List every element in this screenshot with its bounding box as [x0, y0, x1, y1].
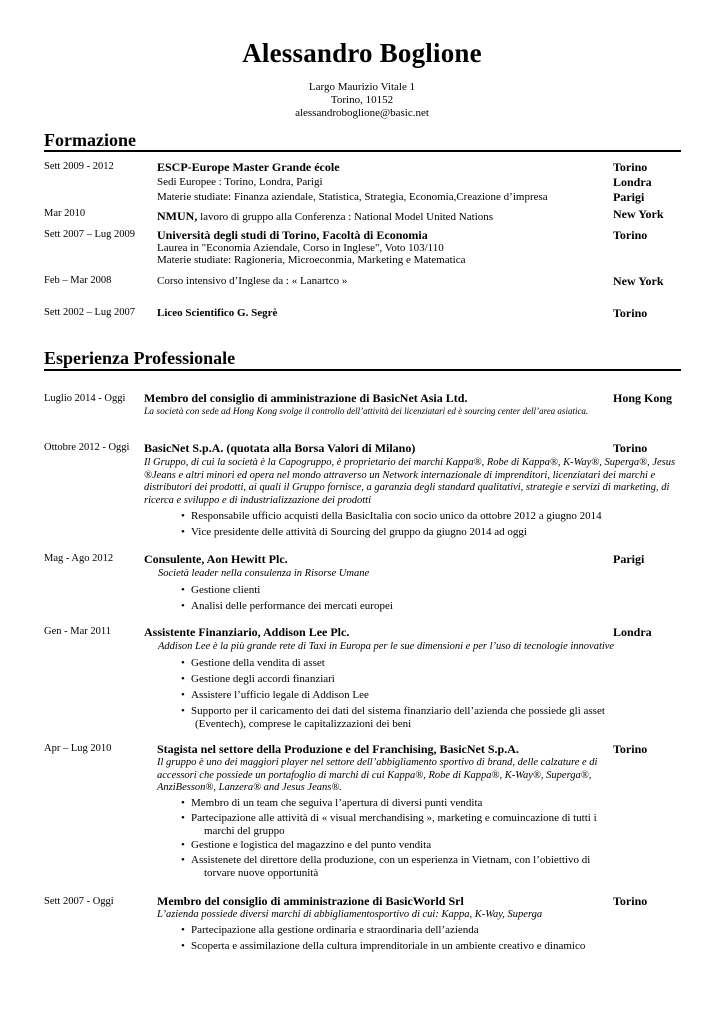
entry-city: Torino — [613, 160, 648, 174]
entry-description — [144, 406, 588, 417]
bullet-item: • Membro di un team che seguiva l’apertura di diversi punti vendita — [181, 797, 482, 809]
entry-title-line — [157, 207, 493, 225]
bullet-item: • Scoperta e assimilazione della cultura imprenditoriale in un ambiente creativo e dinamico — [181, 940, 585, 952]
bullet-item: • Analisi delle performance dei mercati europei — [181, 600, 393, 612]
entry-date: Sett 2007 – Lug 2009 — [44, 229, 135, 240]
entry-description-italic: La società con sede ad Hong Kong — [144, 407, 277, 417]
entry-title: BasicNet S.p.A. (quotata alla Borsa Valori di Milano) — [144, 441, 416, 455]
entry-city: New York — [613, 274, 664, 288]
entry-date: Feb – Mar 2008 — [44, 275, 112, 286]
entry-date: Ottobre 2012 - Oggi — [44, 442, 130, 453]
entry-title: Membro del consiglio di amministrazione di BasicNet Asia Ltd. — [144, 391, 468, 405]
entry-detail: Laurea in "Economia Aziendale, Corso in Inglese", Voto 103/110 — [157, 242, 444, 254]
entry-detail: Sedi Europee : Torino, Londra, Parigi — [157, 176, 323, 188]
entry-city: Torino — [613, 228, 648, 242]
section-title-esperienza: Esperienza Professionale — [44, 348, 236, 368]
bullet-item: • Gestione e logistica del magazzino e del punto vendita — [181, 839, 431, 851]
bullet-item: • Assistere l’ufficio legale di Addison Lee — [181, 689, 369, 701]
address-line-1: Largo Maurizio Vitale 1 — [308, 81, 416, 93]
entry-date: Sett 2007 - Oggi — [44, 896, 114, 907]
bullet-item-continuation: marchi del gruppo — [204, 825, 285, 837]
bullet-item: • Vice presidente delle attività di Sourcing del gruppo da giugno 2014 ad oggi — [181, 526, 527, 538]
bullet-item: • Gestione della vendita di asset — [181, 657, 325, 669]
section-divider — [44, 150, 681, 152]
bullet-item-continuation: (Eventech), comprese le capitalizzazioni dei beni — [195, 718, 412, 730]
entry-city: Torino — [613, 306, 648, 320]
entry-city: Londra — [613, 625, 652, 639]
entry-description: Il gruppo è uno dei maggiori player nel settore dell’abbigliamento sportivo di brand, delle calzature e di accessori che possiede un portafoglio di marchi di cui Kappa®, Robe di Kappa®, K-Way®, Superga®, AnziBesson®, Lanzera® and Jesus Jeans®. — [157, 757, 598, 793]
entry-description: Addison Lee è la più grande rete di Taxi in Europa per le sue dimensioni e per l’uso di tecnologie innovative — [158, 641, 615, 652]
entry-city: Torino — [613, 441, 648, 455]
section-divider — [44, 369, 681, 371]
entry-description: Il Gruppo, di cui la società è la Capogruppo, è proprietario dei marchi Kappa®, Robe di Kappa®, K-Way®, Superga®, Jesus ®Jeans e altri minori ed opera nel mondo attraverso un Network internazionale di imprenditori, licenziatari dei marchi e distributori dei prodotti, ai quali il Gruppo fornisce, a garanzia degli standard qualitativi, strategie e servizi di marketing, di ricerca e sviluppo e di industrializzazione dei prodotti — [144, 457, 676, 506]
bullet-item: • Supporto per il caricamento dei dati del sistema finanziario dell’azienda che possiede gli asset — [181, 705, 605, 717]
entry-title-rest: lavoro di gruppo alla Conferenza : National Model United Nations — [197, 211, 494, 223]
entry-title: Assistente Finanziario, Addison Lee Plc. — [144, 625, 350, 639]
entry-date: Mar 2010 — [44, 208, 86, 219]
entry-city: Londra — [613, 175, 652, 189]
bullet-item: • Gestione degli accordi finanziari — [181, 673, 335, 685]
entry-date: Sett 2009 - 2012 — [44, 161, 114, 172]
email: alessandroboglione@basic.net — [295, 107, 429, 119]
entry-description: Società leader nella consulenza in Risorse Umane — [158, 568, 370, 579]
entry-detail: Materie studiate: Finanza aziendale, Statistica, Strategia, Economia,Creazione d’impresa — [157, 191, 548, 203]
address-line-2: Torino, 10152 — [330, 94, 394, 106]
entry-city: New York — [613, 207, 664, 221]
bullet-item: • Gestione clienti — [181, 584, 260, 596]
entry-title: Stagista nel settore della Produzione e del Franchising, BasicNet S.p.A. — [157, 742, 519, 756]
bullet-item: • Assistenete del direttore della produzione, con un esperienza in Vietnam, con l’obiettivo di — [181, 854, 590, 866]
entry-title: Liceo Scientifico G. Segrè — [157, 307, 278, 319]
section-title-formazione: Formazione — [44, 130, 136, 150]
entry-city: Hong Kong — [613, 391, 673, 405]
bullet-item: • Responsabile ufficio acquisti della BasicItalia con socio unico da ottobre 2012 a giugno 2014 — [181, 510, 602, 522]
entry-city: Torino — [613, 742, 648, 756]
entry-description-rest: svolge il controllo dell’attività dei licenziatari ed è sourcing center dell’area asiatica. — [277, 406, 589, 416]
entry-title: ESCP-Europe Master Grande école — [157, 160, 340, 174]
bullet-item: • Partecipazione alle attività di « visual merchandising », marketing e comuincazione di tutti i — [181, 812, 597, 824]
entry-title: Corso intensivo d’Inglese da : « Lanartco » — [157, 275, 348, 287]
entry-date: Mag - Ago 2012 — [44, 553, 114, 564]
entry-title: NMUN, — [157, 209, 198, 223]
bullet-item: • Partecipazione alla gestione ordinaria e straordinaria dell’azienda — [181, 924, 479, 936]
entry-description: L’azienda possiede diversi marchi di abbigliamentosportivo di cui: Kappa, K-Way, Superga — [157, 909, 543, 920]
entry-date: Luglio 2014 - Oggi — [44, 393, 126, 404]
entry-title: Università degli studi di Torino, Facoltà di Economia — [157, 228, 428, 242]
entry-title: Consulente, Aon Hewitt Plc. — [144, 552, 288, 566]
entry-title: Membro del consiglio di amministrazione di BasicWorld Srl — [157, 894, 464, 908]
entry-city: Parigi — [613, 552, 645, 566]
entry-city: Parigi — [613, 190, 645, 204]
candidate-name: Alessandro Boglione — [242, 38, 482, 68]
entry-date: Apr – Lug 2010 — [44, 743, 112, 754]
bullet-item-continuation: torvare nuove opportunità — [204, 867, 319, 879]
entry-date: Sett 2002 – Lug 2007 — [44, 307, 135, 318]
entry-detail: Materie studiate: Ragioneria, Microeconmia, Marketing e Matematica — [157, 254, 466, 266]
entry-city: Torino — [613, 894, 648, 908]
entry-date: Gen - Mar 2011 — [44, 626, 111, 637]
